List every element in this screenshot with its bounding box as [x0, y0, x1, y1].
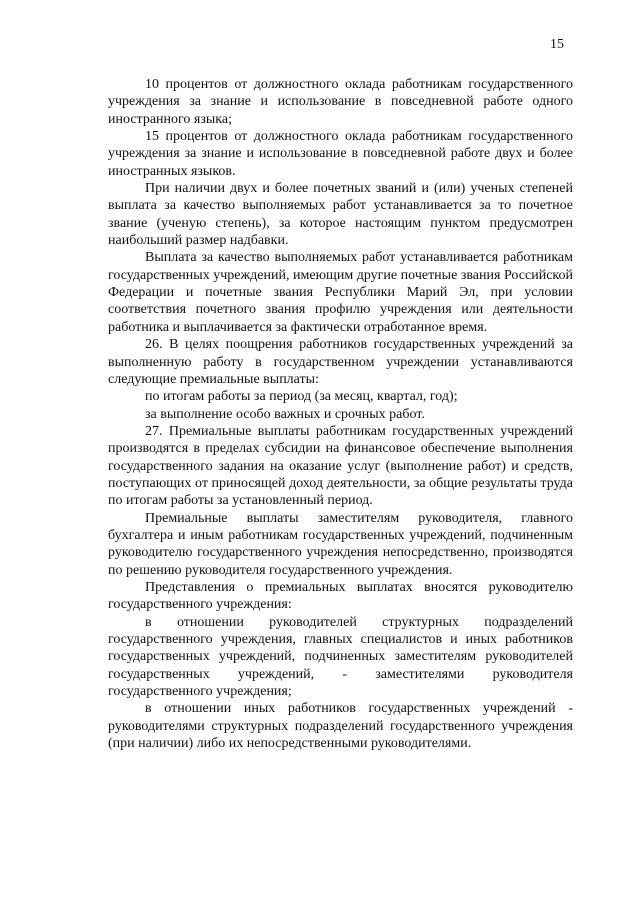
- paragraph-item-27: 27. Премиальные выплаты работникам государственных учреждений производятся в пределах субсидии на финансовое обеспечение выполнения государственного задания на оказание услуг (выполнение работ) и средств, поступающих от приносящей доход деятельности, за общие результаты труда по итогам работы за установленный период.: [108, 423, 573, 509]
- page-number: 15: [550, 37, 564, 52]
- paragraph-item-26: 26. В целях поощрения работников государственных учреждений за выполненную работу в государственном учреждении устанавливаются следующие премиальные выплаты:: [108, 337, 573, 387]
- paragraph-multiple-titles: При наличии двух и более почетных званий и (или) ученых степеней выплата за качество выполняемых работ устанавливается за то почетное звание (ученую степень), за которое настоящим пунктом предусмотрен наибольший размер надбавки.: [108, 181, 573, 249]
- paragraph-bonus-submissions: Представления о премиальных выплатах вносятся руководителю государственного учреждения:: [108, 579, 573, 613]
- list-item-urgent-work: за выполнение особо важных и срочных работ.: [145, 406, 425, 422]
- list-item-period-results: по итогам работы за период (за месяц, квартал, год);: [145, 389, 458, 405]
- paragraph-one-language-bonus: 10 процентов от должностного оклада работникам государственного учреждения за знание и использование в повседневной работе одного иностранного языка;: [108, 77, 573, 127]
- paragraph-quality-payment: Выплата за качество выполняемых работ устанавливается работникам государственных учреждений, имеющим другие почетные звания Российской Федерации и почетные звания Республики Марий Эл, при условии соответствия почетного звания профилю учреждения или деятельности работника и выплачивается за фактически отработанное время.: [108, 250, 573, 335]
- paragraph-deputies-bonus: Премиальные выплаты заместителям руководителя, главного бухгалтера и иным работникам государственных учреждений, подчиненным руководителю государственного учреждения непосредственно, производятся по решению руководителя государственного учреждения.: [108, 510, 573, 578]
- paragraph-two-languages-bonus: 15 процентов от должностного оклада работникам государственного учреждения за знание и использование в повседневной работе двух и более иностранных языков.: [108, 129, 573, 179]
- paragraph-other-employees: в отношении иных работников государственных учреждений - руководителями структурных подразделений государственного учреждения (при наличии) либо их непосредственными руководителями.: [108, 701, 573, 752]
- body-text: [108, 76, 573, 752]
- paragraph-unit-heads: в отношении руководителей структурных подразделений государственного учреждения, главных специалистов и иных работников государственных учреждений, подчиненных заместителям руководителей государственных учреждений, - заместителями руководителя государственного учреждения;: [108, 614, 573, 700]
